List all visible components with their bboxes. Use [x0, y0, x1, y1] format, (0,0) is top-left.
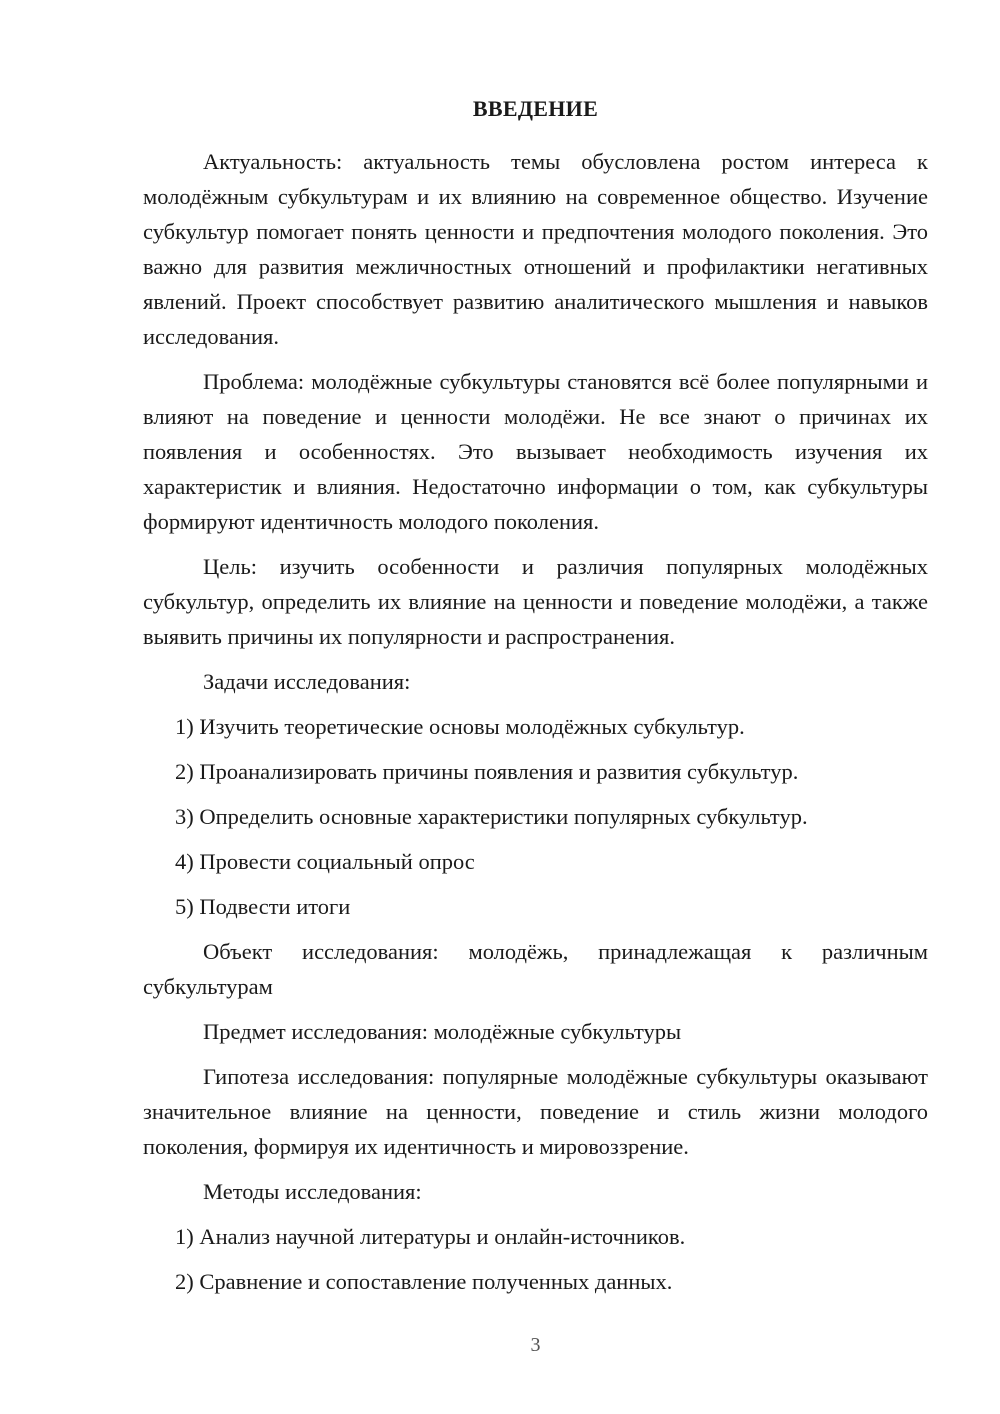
task-item: 2) Проанализировать причины появления и развития субкультур.: [175, 759, 799, 784]
paragraph-relevance: Актуальность: актуальность темы обусловлена ростом интереса к молодёжным субкультурам и их влиянию на современное общество. Изучение субкультур помогает понять ценности и предпочтения молодого поколения. Это важно для развития межличностных отношений и профилактики негативных явлений. Проект способствует развитию аналитического мышления и навыков исследования.: [143, 149, 928, 349]
paragraph-hypothesis: Гипотеза исследования: популярные молодёжные субкультуры оказывают значительное влияние на ценности, поведение и стиль жизни молодого поколения, формируя их идентичность и мировоззрение.: [143, 1064, 928, 1159]
methods-heading: Методы исследования:: [203, 1179, 422, 1204]
method-item: 1) Анализ научной литературы и онлайн-источников.: [175, 1224, 686, 1249]
page-number: 3: [530, 1334, 541, 1356]
paragraph-goal: Цель: изучить особенности и различия популярных молодёжных субкультур, определить их влияние на ценности и поведение молодёжи, а также выявить причины их популярности и распространения.: [143, 554, 928, 649]
task-item: 1) Изучить теоретические основы молодёжных субкультур.: [175, 714, 745, 739]
document-page: [143, 0, 928, 1414]
task-item: 5) Подвести итоги: [175, 894, 351, 919]
task-item: 3) Определить основные характеристики популярных субкультур.: [175, 804, 808, 829]
method-item: 2) Сравнение и сопоставление полученных данных.: [175, 1269, 673, 1294]
page-title: ВВЕДЕНИЕ: [472, 96, 599, 121]
paragraph-problem: Проблема: молодёжные субкультуры становятся всё более популярными и влияют на поведение и ценности молодёжи. Не все знают о причинах их появления и особенностях. Это вызывает необходимость изучения их характеристик и влияния. Недостаточно информации о том, как субкультуры формируют идентичность молодого поколения.: [143, 369, 928, 534]
paragraph-subject: Предмет исследования: молодёжные субкультуры: [203, 1019, 682, 1044]
task-item: 4) Провести социальный опрос: [175, 849, 475, 874]
paragraph-object: Объект исследования: молодёжь, принадлежащая к различным субкультурам: [143, 939, 928, 999]
tasks-heading: Задачи исследования:: [203, 669, 411, 694]
document-body: [143, 144, 928, 1309]
